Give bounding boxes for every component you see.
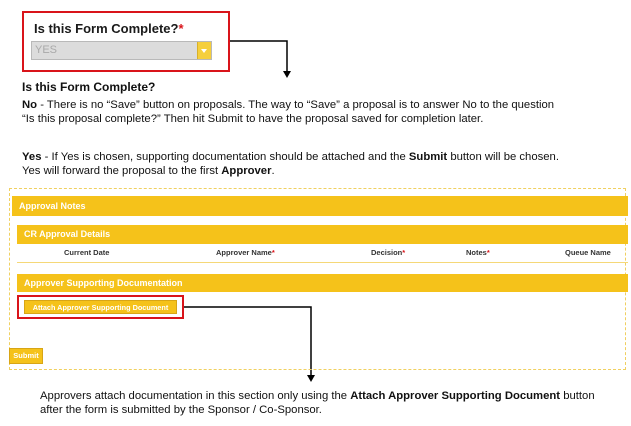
submit-button[interactable]: Submit xyxy=(9,348,43,364)
help-yes-text-3: . xyxy=(271,165,275,177)
help-yes-text-2: button will be chosen. Yes will forward the proposal to the first xyxy=(22,151,559,177)
attach-approver-doc-button[interactable]: Attach Approver Supporting Document xyxy=(24,300,177,314)
approval-notes-header[interactable]: Approval Notes xyxy=(12,196,628,216)
column-current-date[interactable]: Current Date xyxy=(64,248,110,257)
attach-button-callout xyxy=(17,295,184,319)
form-complete-label: Is this Form Complete?* xyxy=(34,21,184,36)
column-approver-name[interactable]: Approver Name* xyxy=(216,248,275,257)
approver-supporting-doc-header[interactable]: Approver Supporting Documentation xyxy=(17,274,628,292)
column-decision[interactable]: Decision* xyxy=(371,248,406,257)
bottom-note-text: Approvers attach documentation in this section only using the xyxy=(40,390,351,402)
help-yes-submit: Submit xyxy=(408,151,448,163)
help-yes-text: - If Yes is chosen, supporting documentation should be attached and the xyxy=(41,151,409,163)
help-no-text: - There is no “Save” button on proposals. The way to “Save” a proposal is to answer No to the question “Is this proposal complete?” Then hit Submit to have the proposal saved for completion later. xyxy=(22,99,555,125)
dropdown-button[interactable] xyxy=(197,42,211,59)
bottom-note-bold: Attach Approver Supporting Document xyxy=(350,390,561,402)
column-queue-name[interactable]: Queue Name xyxy=(565,248,611,257)
help-heading: Is this Form Complete? xyxy=(22,80,156,94)
help-yes-approver: Approver xyxy=(221,165,272,177)
bottom-note xyxy=(40,389,600,417)
cr-approval-details-header[interactable]: CR Approval Details xyxy=(17,225,628,244)
help-no-paragraph xyxy=(22,98,562,126)
form-complete-callout xyxy=(22,11,230,72)
help-yes-label: Yes xyxy=(22,151,42,163)
chevron-down-icon xyxy=(201,49,207,53)
required-asterisk: * xyxy=(178,21,184,36)
help-no-label: No xyxy=(22,99,38,111)
bottom-note-text-2: button after the form is submitted by the Sponsor / Co-Sponsor. xyxy=(40,390,595,416)
column-notes[interactable]: Notes* xyxy=(466,248,490,257)
help-yes-paragraph xyxy=(22,150,562,178)
form-complete-select[interactable] xyxy=(31,41,212,60)
table-divider xyxy=(17,262,628,263)
form-complete-select-value: YES xyxy=(35,44,58,56)
